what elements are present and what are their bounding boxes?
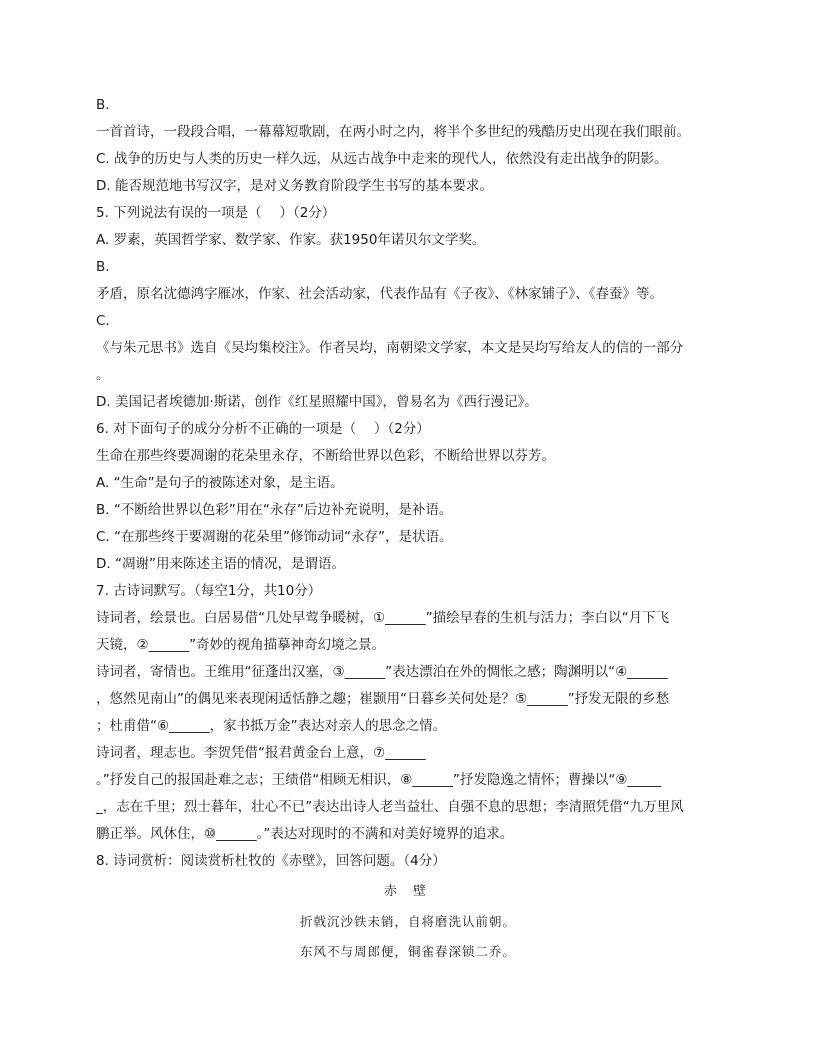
poem-title: 赤 壁 — [383, 884, 433, 899]
text-line: B. — [96, 259, 110, 275]
question-7-stem: 7. 古诗词默写。（每空1分，共10分） — [96, 583, 322, 599]
text-line: 天镜，②______”奇妙的视角描摹神奇幻境之景。 — [96, 637, 386, 653]
text-line: C. — [96, 313, 110, 329]
text-line: 诗词者，绘景也。白居易借“几处早莺争暖树，①______”描绘早春的生机与活力；李白以“月下飞 — [96, 610, 670, 626]
text-line: 一首首诗，一段段合唱，一幕幕短歌剧，在两小时之内，将半个多世纪的残酷历史出现在我们眼前。 — [96, 124, 690, 140]
text-line: ，悠然见南山”的偶见来表现闲适恬静之趣；崔颢用“日暮乡关何处是？⑤______”抒发无限的乡愁 — [96, 691, 670, 707]
text-line: 。”抒发自己的报国赴难之志；王绩借“相顾无相识，⑧______”抒发隐逸之情怀；曹操以“⑨_____ — [96, 772, 662, 788]
text-line: C. “在那些终于要凋谢的花朵里”修饰动词“永存”，是状语。 — [96, 529, 453, 545]
text-line: 矛盾，原名沈德鸿字雁冰，作家、社会活动家，代表作品有《子夜》、《林家铺子》、《春蚕》等。 — [96, 286, 663, 302]
text-line: 生命在那些终要凋谢的花朵里永存，不断给世界以色彩，不断给世界以芬芳。 — [96, 448, 555, 464]
question-6-stem: 6. 对下面句子的成分分析不正确的一项是（ ）（2分） — [96, 421, 430, 437]
text-line: D. 能否规范地书写汉字，是对义务教育阶段学生书写的基本要求。 — [96, 178, 493, 194]
text-line: 诗词者，理志也。李贺凭借“报君黄金台上意，⑦______ — [96, 745, 426, 761]
text-line: D. 美国记者埃德加·斯诺，创作《红星照耀中国》，曾易名为《西行漫记》。 — [96, 394, 538, 410]
question-8-stem: 8. 诗词赏析：阅读赏析杜牧的《赤壁》，回答问题。（4分） — [96, 853, 446, 869]
text-line: ；杜甫借“⑥______，家书抵万金”表达对亲人的思念之情。 — [96, 718, 447, 734]
poem-line: 折戟沉沙铁未销，自将磨洗认前朝。 — [299, 914, 516, 929]
text-line: B. “不断给世界以色彩”用在“永存”后边补充说明，是补语。 — [96, 502, 453, 518]
text-line: D. “凋谢”用来陈述主语的情况，是谓语。 — [96, 556, 345, 572]
text-line: A. 罗素，英国哲学家、数学家、作家。获1950年诺贝尔文学奖。 — [96, 232, 486, 248]
text-line: 鹏正举。风休住，⑩______。”表达对现时的不满和对美好境界的追求。 — [96, 826, 514, 842]
text-line: 。 — [96, 367, 110, 383]
poem-block — [96, 877, 720, 967]
question-5-stem: 5. 下列说法有误的一项是（ ）（2分） — [96, 205, 336, 221]
poem-line: 东风不与周郎便，铜雀春深锁二乔。 — [299, 944, 516, 959]
text-line: _，志在千里；烈士暮年，壮心不已”表达出诗人老当益壮、自强不息的思想；李清照凭借“九万里风 — [96, 799, 684, 815]
text-line: A. “生命”是句子的被陈述对象，是主语。 — [96, 475, 344, 491]
text-line: B. — [96, 97, 110, 113]
document-page — [96, 92, 720, 967]
text-line: 《与朱元思书》选自《吴均集校注》。作者吴均，南朝梁文学家，本文是吴均写给友人的信的一部分 — [96, 340, 684, 356]
text-line: 诗词者，寄情也。王维用“征蓬出汉塞，③______”表达漂泊在外的惆怅之感；陶渊明以“④______ — [96, 664, 668, 680]
text-line: C. 战争的历史与人类的历史一样久远，从远古战争中走来的现代人，依然没有走出战争的阴影。 — [96, 151, 668, 167]
